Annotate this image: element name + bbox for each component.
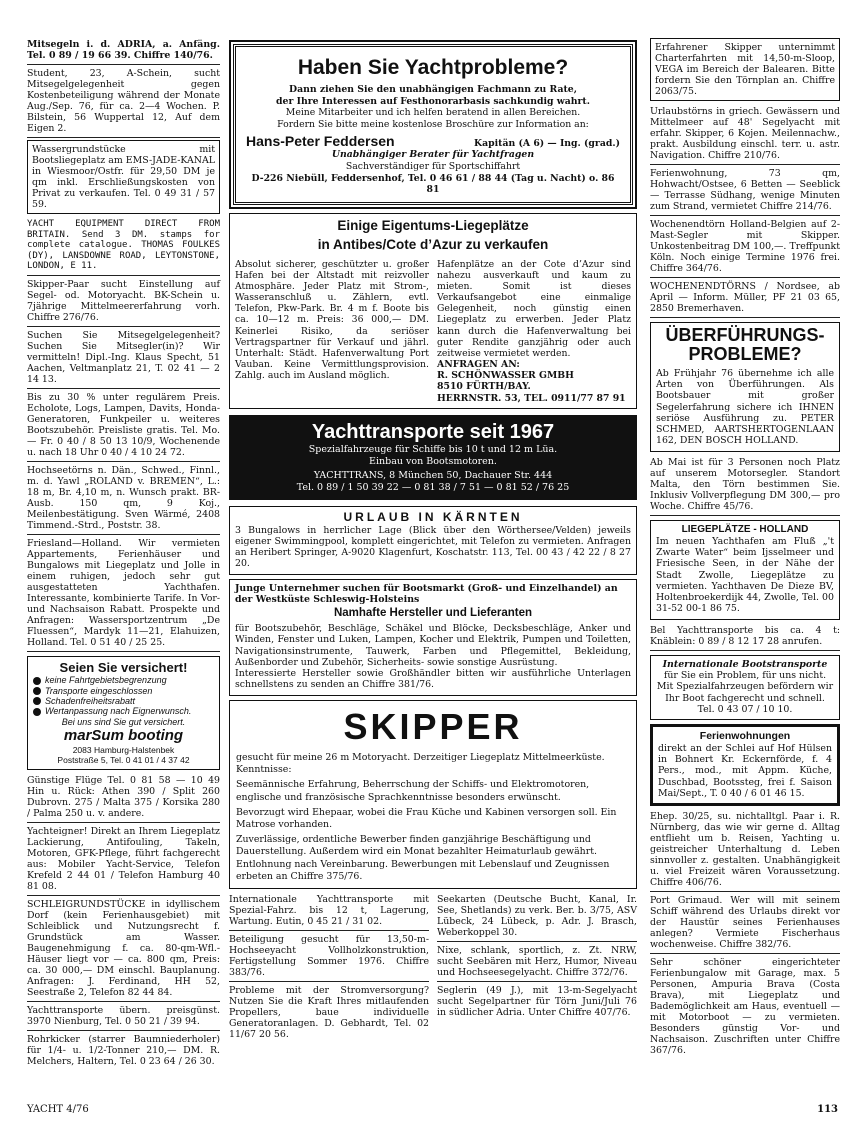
antibes-title: Einige Eigentums-Liegeplätze xyxy=(337,217,529,233)
classified-ad: Beteiligung gesucht für 13,50-m-Hochseeyacht Vollholzkonstruktion, Fertigstellung Sommer 1976. Chiffre 383/76. xyxy=(229,933,429,982)
classified-ad: Seekarten (Deutsche Bucht, Kanal, Ir. See, Shetlands) zu verk. Ber. b. 3/75, ASV Lübeck, 24 Lübeck, p. Adr. J. Brasch, Weberkoppel 30. xyxy=(437,893,637,942)
ferienwohnungen-title: Ferienwohnungen xyxy=(699,730,791,743)
kaernten-text: 3 Bungalows in herrlicher Lage (Blick über den Wörthersee/Velden) jeweils eigener Swimmingpool, komplett eingerichtet, mit Telefon zu vermieten. Anfragen an Heribert Springer, A-9020 Klagenfurt, Koschatstr. 113, Tel. 00 43 / 42 22 / 8 27 20. xyxy=(235,524,631,570)
page-number: 113 xyxy=(817,1104,838,1115)
classified-ad: Suchen Sie Mitsegelgelegenheit? Suchen Sie Mitsegler(in)? Wir vermitteln! Dipl.-Ing. Klaus Specht, 51 Aachen, Veltmanplatz 21, T. 02 41 — 2 14 13. xyxy=(27,329,220,389)
bullet-icon xyxy=(33,687,41,695)
insurance-note: Bei uns sind Sie gut versichert. xyxy=(61,716,186,727)
contact-line: HERRNSTR. 53, TEL. 0911/77 87 91 xyxy=(437,392,626,404)
ueberfuehrung-text: Ab Frühjahr 76 übernehme ich alle Arten von Überführungen. Als Bootsbauer mit großer Segelerfahrung sichere ich IHNEN seriöse Ausführung zu. PETER SCHMED, AARTSHERTOGENLAAN 162, DEN BOSCH HOLLAND. xyxy=(656,367,834,447)
left-column xyxy=(27,38,220,1072)
bullet-item: Wertanpassung nach Eignerwunsch. xyxy=(33,706,214,716)
classified-ad: Yachteigner! Direkt an Ihrem Liegeplatz Lackierung, Antifouling, Takeln, Motoren, GFK-Pflege, führt fachgerecht aus: Mobiler Yacht-Service, Telefon Krefeld 2 44 01 / Telefon Hamburg 40 81 08. xyxy=(27,825,220,896)
text-line: Fordern Sie bitte meine kostenlose Broschüre zur Information an: xyxy=(277,119,589,131)
classified-ad: Seglerin (49 J.), mit 13-m-Segelyacht sucht Segelpartner für Törn Juni/Juli 76 in südlicher Adria. Unter Chiffre 407/76. xyxy=(437,985,637,1019)
antibes-ad xyxy=(229,213,637,409)
classified-ad: Urlaubstörns in griech. Gewässern und Mittelmeer auf 48' Segelyacht mit erfahr. Skipper, 6 Kojen. Meilennachw., prakt. Ausbildung einschl. terr. u. astr. Navigation. Chiffre 210/76. xyxy=(650,105,840,165)
ueberfuehrung-title: ÜBERFÜHRUNGS-PROBLEME? xyxy=(665,325,825,364)
classified-ad: WOCHENENDTÖRNS / Nordsee, ab April — Inform. Müller, PF 21 03 65, 2850 Bremerhaven. xyxy=(650,280,840,318)
text-line: Meine Mitarbeiter und ich helfen beratend in allen Bereichen. xyxy=(285,107,581,119)
text-line: Zuverlässige, ordentliche Bewerber finden ganzjährige Beschäftigung und Dauerstellung. Außerdem wird ein Monat bezahlter Heimaturlaub gewährt. Entlohnung nach Vereinbarung. Bewerbungen mit Lebenslauf und Zeugnissen erbeten an Chiffre 375/76. xyxy=(236,834,610,882)
center-column xyxy=(229,38,637,1045)
classified-ad: Rohrkicker (starrer Baumniederholer) für 1/4- u. 1/2-Tonner 210,— DM. R. Melchers, Haltern, Tel. 0 23 64 / 26 30. xyxy=(27,1034,220,1068)
ferienwohnungen-ad xyxy=(650,724,840,806)
bullet-item: keine Fahrtgebietsbegrenzung xyxy=(33,675,214,685)
text-line: Bevorzugt wird Ehepaar, wobei die Frau Küche und Kabinen versorgen soll. Ein Matrose vorhanden. xyxy=(236,806,617,831)
text-line: Junge Unternehmer suchen für Bootsmarkt (Groß- und Einzelhandel) an der Westküste Schleswig-Holsteins xyxy=(235,582,618,605)
right-column xyxy=(650,38,840,1061)
text-line: D-226 Niebüll, Feddersenhof, Tel. 0 46 61 / 88 44 (Tag u. Nacht) o. 86 81 xyxy=(251,172,615,196)
classified-ad: Mitsegeln i. d. ADRIA, a. Anfäng. Tel. 0 89 / 19 66 39. Chiffre 140/76. xyxy=(27,38,220,65)
text-line: Spezialfahrzeuge für Schiffe bis 10 t und 12 m Lüa. xyxy=(308,443,558,455)
classified-ad: Wochenendtörn Holland-Belgien auf 2-Mast-Segler mit Skipper. Unkostenbeitrag DM 100,—. Treffpunkt Köln. Noch einige Termine 1976 frei. Chiffre 364/76. xyxy=(650,218,840,278)
classified-ad: Sehr schöner eingerichteter Ferienbungalow mit Garage, max. 5 Personen, Ampuria Brava (Costa Brava), mit Liegeplatz und Bademöglichkeit am Haus, eventuell — mit Motorboot — zu vermieten. Besonders günstig Vor- und Nachsaison. Zuschriften unter Chiffre 367/76. xyxy=(650,957,840,1057)
advertiser-name: Hans-Peter Feddersen xyxy=(246,132,395,149)
boxed-ad: Erfahrener Skipper unternimmt Charterfahrten mit 14,50-m-Sloop, VEGA im Bereich der Balearen. Bitte fordern Sie den Törnplan an. Chiffre 2063/75. xyxy=(650,38,840,101)
insurance-title: Seien Sie versichert! xyxy=(59,659,188,675)
insurance-address: 2083 Hamburg-Halstenbek xyxy=(72,744,175,755)
bullet-icon xyxy=(33,708,41,716)
bootstransporte-ad xyxy=(650,655,840,720)
classified-ad: SCHLEIGRUNDSTÜCKE in idyllischem Dorf (kein Ferienhausgebiet) mit Schleiblick und Nutzungsrecht f. Grundstück am Wasser. Baugenehmigung f. ca. 80-qm-Wfl.-Häuser liegt vor — ca. 800 qm, Preis: ca. 30 000,— DM einschl. Bauplanung. Anfragen: J. Ferdinand, HH 52, Seestraße 2, Telefon 82 44 84. xyxy=(27,898,220,1002)
text-line: YACHTTRANS, 8 München 50, Dachauer Str. 444 xyxy=(313,470,553,482)
classified-ad: Nixe, schlank, sportlich, z. Zt. NRW, sucht Seebären mit Herz, Humor, Niveau und Hochseesegelyacht. Chiffre 372/76. xyxy=(437,944,637,982)
contact-line: R. SCHÖNWASSER GMBH xyxy=(437,370,574,382)
bullet-item: Schadenfreiheitsrabatt xyxy=(33,696,214,706)
liegeplaetze-title: LIEGEPLÄTZE - HOLLAND xyxy=(681,523,809,535)
classified-ad: Probleme mit der Stromversorgung? Nutzen Sie die Kraft Ihres mitlaufenden Propellers, baue individuelle Generatoranlagen. D. Gebhardt, Tel. 02 11/67 20 56. xyxy=(229,985,429,1041)
text-line: gesucht für meine 26 m Motoryacht. Derzeitiger Liegeplatz Mittelmeerküste. Kenntnisse: xyxy=(236,751,605,776)
insurance-phone: Poststraße 5, Tel. 0 41 01 / 4 37 42 xyxy=(57,755,190,766)
classified-ad: Yachttransporte übern. preisgünst. 3970 Nienburg, Tel. 0 50 21 / 39 94. xyxy=(27,1004,220,1031)
classified-ad: Port Grimaud. Wer will mit seinem Schiff während des Urlaubs direkt vor der Haustür seines Ferienhauses anlegen? Vermiete Fischerhaus wochenweise. Chiffre 382/76. xyxy=(650,894,840,954)
classified-ad: Skipper-Paar sucht Einstellung auf Segel- od. Motoryacht. BK-Schein u. 7jährige Mittelmeererfahrung vorh. Chiffre 276/76. xyxy=(27,278,220,327)
bootstransporte-title: Internationale Bootstransporte xyxy=(662,658,828,670)
text-line: Seemännische Erfahrung, Beherrschung der Schiffs- und Elektromotoren, englische und französische Sprachkenntnisse besonders erwünscht. xyxy=(236,779,590,803)
classified-ad: Günstige Flüge Tel. 0 81 58 — 10 49 Hin u. Rück: Athen 390 / Split 260 Dubrovn. 275 / Malta 375 / Korsika 280 / Palma 250 u. v. andere. xyxy=(27,774,220,823)
classified-ad: Bis zu 30 % unter regulärem Preis. Echolote, Logs, Lampen, Davits, Honda-Generatoren, Funkpeiler u. weiteres Bootszubehör. Preisliste gratis. Tel. Mo. — Fr. 0 40 / 8 50 13 10/9, Wochenende u. nach 18 Uhr 0 40 / 4 10 24 72. xyxy=(27,391,220,462)
bootsmarkt-title: Namhafte Hersteller und Lieferanten xyxy=(333,607,533,620)
bullet-item: Transporte eingeschlossen xyxy=(33,686,214,696)
insurance-ad xyxy=(27,656,220,771)
text-line: Einbau von Bootsmotoren. xyxy=(369,455,497,467)
contact-line: 8510 FÜRTH/BAY. xyxy=(437,381,531,393)
classified-ad: Bel Yachttransporte bis ca. 4 t: Knäblein: 0 89 / 8 12 17 28 anrufen. xyxy=(650,624,840,651)
antibes-left-text: Absolut sicherer, geschützter u. großer Hafen bei der Altstadt mit reizvoller Atmosphäre. Jeder Platz mit Strom-, Wasseranschluß u. Zählern, evtl. Telefon, Pkw-Park. Br. 4 m f. Boote bis ca. 10—12 m. Preis: 36 000,— DM. Keinerlei Risiko, da seriöser Vertragspartner für Verkauf und jährl. Unterhalt: Städt. Hafenverwaltung Port Vauban. Keine Vermittlungsprovision. Zahlg. auch im Ausland möglich. xyxy=(235,258,429,382)
skipper-ad xyxy=(229,700,637,889)
feddersen-title: Haben Sie Yachtprobleme? xyxy=(297,56,569,79)
antibes-right-text: Hafenplätze an der Cote d’Azur sind nahezu ausverkauft und kaum zu mieten. Somit ist dieses Verkaufsangebot eine einmalige Gelegenheit, noch günstig einen Liegeplatz zu erwerben. Jeder Platz kann durch die Hafenverwaltung bei guter Rendite ganzjährig oder auch zeitweise vermietet werden. xyxy=(437,258,631,359)
liegeplaetze-holland-ad xyxy=(650,520,840,620)
kaernten-title: URLAUB IN KÄRNTEN xyxy=(343,510,523,525)
text-line: Interessierte Hersteller sowie Großhändler bitten wir ausführliche Unterlagen schnellstens zu senden an Chiffre 381/76. xyxy=(235,668,631,691)
text-line: für Bootszubehör, Beschläge, Schäkel und Blöcke, Decksbeschläge, Anker und Winden, Fenster und Luken, Lampen, Kocher und Elektrik, Pumpen und Toiletten, Navigationsinstrumente, Tauwerk, Farben und Pflegemittel, Bekleidung, Außenborder und Zubehör, Sicherheits- sowie sonstige Ausrüstung. xyxy=(235,623,631,668)
text-line: Unabhängiger Berater für Yachtfragen xyxy=(331,149,535,161)
bullet-icon xyxy=(33,697,41,705)
kaernten-ad xyxy=(229,506,637,575)
antibes-subtitle: in Antibes/Cote d’Azur zu verkaufen xyxy=(317,236,549,252)
text-line: Tel. 0 89 / 1 50 39 22 — 0 81 38 / 7 51 — 0 81 52 / 76 25 xyxy=(296,482,570,494)
classified-ad: Ab Mai ist für 3 Personen noch Platz auf unserem Motorsegler. Standort Malta, den Törn bestimmen Sie. Inklusiv Vollverpflegung DM 300,— pro Woche. Chiffre 45/76. xyxy=(650,456,840,516)
classified-ad: Ehep. 30/25, su. nichtalltgl. Paar i. R. Nürnberg, das wie wir gerne d. Alltag entflieht um b. Reisen, Yachting u. geistreicher Unterhaltung d. Leben sinnvoller z. gestalten. Unabhängigkeit u. viel Freizeit wären Voraussetzung. Chiffre 406/76. xyxy=(650,810,840,892)
yachttrans-title: Yachttransporte seit 1967 xyxy=(311,420,555,443)
text-line: Dann ziehen Sie den unabhängigen Fachmann zu Rate, xyxy=(289,84,577,96)
classified-ad: Friesland—Holland. Wir vermieten Appartements, Ferienhäuser und Bungalows mit Liegeplatz und Jolle in einem ruhigen, jedoch sehr gut ausgestatteten Yachthafen. Interessante, kombinierte Tarife. In Vor- und Nachsaison Rabatt. Prospekte und Anfragen: Wassersportzentrum „De Fluessen“, Mardyk 11—21, Elahuizen, Holland. Tel. 0 51 40 / 25 25. xyxy=(27,537,220,652)
text-line: Sachverständiger für Sportschiffahrt xyxy=(345,161,521,173)
liegeplaetze-text: Im neuen Yachthafen am Fluß „'t Zwarte Water“ beim Ijsselmeer und Friesische Seen, in der Nähe der Stadt Zwolle, Liegeplätze zu vermieten. Yachthaven De Dieze BV, Holtenbroekerdijk 44, Zwolle, Tel. 00 31-52 00-1 86 75. xyxy=(656,535,834,615)
ueberfuehrung-ad xyxy=(650,322,840,452)
contact-line: ANFRAGEN AN: xyxy=(437,359,520,371)
text-line: der Ihre Interessen auf Festhonorarbasis sachkundig wahrt. xyxy=(276,95,590,107)
skipper-title: SKIPPER xyxy=(343,705,523,747)
bootstransporte-text: für Sie ein Problem, für uns nicht. Mit Spezialfahrzeugen befördern wir Ihr Boot fachgerecht und schnell. Tel. 0 43 07 / 10 10. xyxy=(656,670,834,715)
boxed-ad: Wassergrundstücke mit Bootsliegeplatz am EMS-JADE-KANAL in Wiesmoor/Ostfr. für 29,50 DM je qm inkl. Erschließungskosten von Privat zu verkaufen. Tel. 0 49 31 / 57 59. xyxy=(27,140,220,214)
bootsmarkt-ad xyxy=(229,579,637,696)
ferienwohnungen-text: direkt an der Schlei auf Hof Hülsen in Bohnert Kr. Eckernförde, f. 4 Pers., mod., mit Appm. Küche, Duschbad, Bootssteg, frei f. Saison Mai/Sept., T. 0 40 / 6 01 46 15. xyxy=(658,742,832,799)
classified-ad: YACHT EQUIPMENT DIRECT FROM BRITAIN. Send 3 DM. stamps for complete catalogue. THOMAS FOULKES (DY), LANSDOWNE ROAD, LEYTONSTONE, LONDON, E 11. xyxy=(27,218,220,276)
advertiser-rank: Kapitän (A 6) — Ing. (grad.) xyxy=(474,137,620,149)
classified-ad: Ferienwohnung, 73 qm, Hohwacht/Ostsee, 6 Betten — Seeblick — Terrasse Südhang, wenige Minuten zum Strand, vermietet Chiffre 214/76. xyxy=(650,167,840,216)
classified-ad: Hochseetörns n. Dän., Schwed., Finnl., m. d. Yawl „ROLAND v. BREMEN“, L.: 18 m, Br. 4,10 m, n. Wunsch prakt. BR-Ausb. 150 qm, 9 Koj., Meilenbestätigung. Sven Wärmé, 2408 Timmend.-Strd., Poststr. 38. xyxy=(27,464,220,535)
marsum-logo: marSum booting xyxy=(63,726,184,744)
yachttrans-ad xyxy=(229,415,637,501)
page-footer-magazine: YACHT 4/76 xyxy=(27,1104,89,1115)
classified-ad: Student, 23, A-Schein, sucht Mitsegelgelegenheit gegen Kostenbeteiligung während der Monate Aug./Sep. 76, für ca. 2—4 Wochen. P. Bilstein, 56 Wuppertal 12, Auf dem Eigen 2. xyxy=(27,67,220,138)
feddersen-ad xyxy=(233,44,633,205)
classified-ad: Internationale Yachttransporte mit Spezial-Fahrz. bis 12 t, Lagerung, Wartung. Eutin, 0 45 21 / 31 02. xyxy=(229,893,429,931)
bullet-icon xyxy=(33,677,41,685)
